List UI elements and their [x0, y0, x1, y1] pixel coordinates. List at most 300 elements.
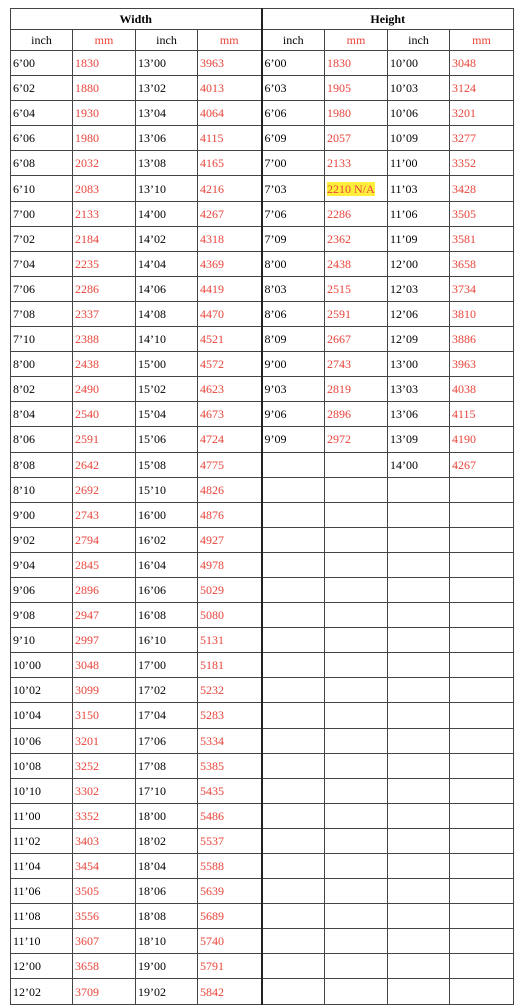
width-col2-mm-cell — [198, 477, 262, 502]
height-col2-inch-cell — [388, 854, 450, 879]
height-col1-inch-cell — [262, 527, 325, 552]
width-col2-mm-cell — [198, 728, 262, 753]
height-col1-mm-cell — [325, 251, 388, 276]
height-col2-mm-cell — [450, 402, 514, 427]
height-col2-inch-cell — [388, 929, 450, 954]
width-col1-mm-value: 2540 — [75, 407, 99, 422]
height-col1-inch-cell: 7’09 — [262, 226, 325, 251]
width-col1-mm-value: 3607 — [75, 934, 99, 949]
height-col2-mm-cell — [450, 803, 514, 828]
width-col1-inch-cell: 7’02 — [11, 226, 73, 251]
width-col1-inch-cell: 7’08 — [11, 301, 73, 326]
height-col1-mm-cell — [325, 929, 388, 954]
height-col2-mm-value: 3428 — [452, 181, 476, 196]
width-col2-mm-cell — [198, 51, 262, 76]
table-row — [11, 126, 514, 151]
height-col2-mm-value: 3963 — [452, 357, 476, 372]
width-col2-inch-cell: 17’10 — [136, 778, 198, 803]
height-col2-mm-value: 3581 — [452, 231, 476, 246]
width-col1-inch-cell: 7’04 — [11, 251, 73, 276]
height-col2-mm-cell — [450, 828, 514, 853]
height-col2-inch-cell — [388, 603, 450, 628]
width-col1-mm-value: 3454 — [75, 859, 99, 874]
width-col1-mm-cell — [73, 201, 136, 226]
height-col2-inch-cell: 13’06 — [388, 402, 450, 427]
width-col1-mm-value: 2083 — [75, 181, 99, 196]
width-col2-mm-cell — [198, 628, 262, 653]
height-col2-mm-value: 4267 — [452, 457, 476, 472]
width-col1-mm-value: 3099 — [75, 683, 99, 698]
width-col1-inch-cell: 10’04 — [11, 703, 73, 728]
height-col1-mm-cell — [325, 427, 388, 452]
height-col2-inch-cell: 10’00 — [388, 51, 450, 76]
width-col1-inch-cell: 11’10 — [11, 929, 73, 954]
width-col2-inch-cell: 18’06 — [136, 879, 198, 904]
height-col1-inch-cell — [262, 803, 325, 828]
width-col1-inch-cell: 8’10 — [11, 477, 73, 502]
width-col1-mm-value: 3658 — [75, 959, 99, 974]
height-col2-mm-cell — [450, 929, 514, 954]
width-col2-mm-value: 4826 — [200, 482, 224, 497]
width-col1-mm-cell — [73, 653, 136, 678]
width-col2-mm-cell — [198, 402, 262, 427]
height-col2-mm-value: 3201 — [452, 106, 476, 121]
width-col2-mm-value: 5791 — [200, 959, 224, 974]
width-col1-inch-cell: 9’02 — [11, 527, 73, 552]
width-col1-inch-cell: 8’06 — [11, 427, 73, 452]
width-col1-mm-value: 3403 — [75, 833, 99, 848]
height-col2-mm-value: 4038 — [452, 382, 476, 397]
height-col2-mm-cell — [450, 527, 514, 552]
height-col1-mm-cell — [325, 703, 388, 728]
width-col1-inch-cell: 11’08 — [11, 904, 73, 929]
width-col2-mm-value: 5232 — [200, 683, 224, 698]
width-col1-mm-value: 3201 — [75, 733, 99, 748]
width-mm-header-1: mm — [73, 30, 136, 51]
height-col2-mm-cell — [450, 904, 514, 929]
width-col1-inch-cell: 8’02 — [11, 377, 73, 402]
width-col2-mm-value: 4165 — [200, 156, 224, 171]
table-row — [11, 452, 514, 477]
width-col1-mm-value: 2184 — [75, 231, 99, 246]
width-col1-mm-value: 2490 — [75, 382, 99, 397]
width-col2-mm-cell — [198, 678, 262, 703]
height-col1-mm-value: 2896 — [327, 407, 351, 422]
width-inch-header-1: inch — [11, 30, 73, 51]
height-col1-inch-cell — [262, 828, 325, 853]
width-col1-mm-cell — [73, 979, 136, 1004]
width-col2-mm-cell — [198, 452, 262, 477]
height-col2-inch-cell: 12’00 — [388, 251, 450, 276]
height-col1-mm-cell — [325, 552, 388, 577]
height-col1-mm-cell — [325, 327, 388, 352]
height-col1-inch-cell — [262, 954, 325, 979]
height-col1-mm-cell — [325, 276, 388, 301]
width-col2-inch-cell: 14’08 — [136, 301, 198, 326]
width-col2-mm-cell — [198, 954, 262, 979]
width-col2-inch-cell: 16’08 — [136, 603, 198, 628]
height-col2-inch-cell: 11’00 — [388, 151, 450, 176]
width-col1-inch-cell: 6’04 — [11, 101, 73, 126]
height-col2-inch-cell — [388, 753, 450, 778]
height-col1-mm-cell — [325, 377, 388, 402]
width-col2-mm-cell — [198, 803, 262, 828]
height-col2-mm-value: 3352 — [452, 156, 476, 171]
height-col2-inch-cell — [388, 954, 450, 979]
width-col2-inch-cell: 13’02 — [136, 76, 198, 101]
height-col1-mm-cell — [325, 678, 388, 703]
width-col2-mm-value: 4623 — [200, 382, 224, 397]
width-col2-inch-cell: 16’00 — [136, 502, 198, 527]
height-col1-mm-cell — [325, 653, 388, 678]
height-col2-mm-cell — [450, 176, 514, 201]
width-col1-mm-value: 2896 — [75, 583, 99, 598]
height-col2-inch-cell: 12’06 — [388, 301, 450, 326]
table-row — [11, 402, 514, 427]
width-col2-mm-cell — [198, 251, 262, 276]
height-col1-mm-cell — [325, 201, 388, 226]
width-col2-mm-value: 4572 — [200, 357, 224, 372]
width-col1-mm-cell — [73, 452, 136, 477]
height-col1-mm-value: 2972 — [327, 432, 351, 447]
width-col1-mm-value: 2438 — [75, 357, 99, 372]
width-col2-mm-cell — [198, 929, 262, 954]
width-col2-mm-value: 4876 — [200, 507, 224, 522]
width-col2-inch-cell: 13’10 — [136, 176, 198, 201]
height-col1-inch-cell — [262, 753, 325, 778]
height-col2-mm-cell — [450, 502, 514, 527]
width-col1-mm-cell — [73, 51, 136, 76]
width-col2-inch-cell: 17’08 — [136, 753, 198, 778]
height-col1-inch-cell: 6’09 — [262, 126, 325, 151]
height-col2-inch-cell — [388, 703, 450, 728]
height-col1-mm-cell — [325, 402, 388, 427]
height-col2-inch-cell — [388, 653, 450, 678]
width-col2-mm-cell — [198, 828, 262, 853]
width-col2-inch-cell: 15’02 — [136, 377, 198, 402]
height-col1-inch-cell — [262, 854, 325, 879]
height-col2-inch-cell: 11’09 — [388, 226, 450, 251]
conversion-table — [10, 8, 514, 1005]
width-col1-mm-value: 1930 — [75, 106, 99, 121]
width-col2-mm-value: 4267 — [200, 206, 224, 221]
height-col1-inch-cell — [262, 603, 325, 628]
height-col1-mm-value: 2591 — [327, 306, 351, 321]
height-col1-mm-cell — [325, 527, 388, 552]
height-col2-mm-cell — [450, 552, 514, 577]
height-col1-mm-cell — [325, 301, 388, 326]
height-col1-mm-cell — [325, 101, 388, 126]
height-col1-mm-cell — [325, 151, 388, 176]
table-row — [11, 327, 514, 352]
table-row — [11, 803, 514, 828]
height-col1-mm-cell — [325, 979, 388, 1004]
height-col2-inch-cell — [388, 527, 450, 552]
height-col1-mm-value: 2819 — [327, 382, 351, 397]
height-col1-mm-value: 2515 — [327, 281, 351, 296]
height-col2-mm-value: 3810 — [452, 306, 476, 321]
height-col2-mm-value: 4115 — [452, 407, 476, 422]
width-col1-mm-cell — [73, 954, 136, 979]
width-col1-mm-cell — [73, 678, 136, 703]
height-col1-inch-cell: 6’00 — [262, 51, 325, 76]
height-col1-inch-cell — [262, 577, 325, 602]
table-row — [11, 603, 514, 628]
height-col2-mm-cell — [450, 377, 514, 402]
table-body — [11, 51, 514, 1005]
height-col1-mm-value: 1980 — [327, 106, 351, 121]
height-col1-mm-cell — [325, 803, 388, 828]
width-col1-inch-cell: 11’02 — [11, 828, 73, 853]
height-col1-mm-value: 1905 — [327, 81, 351, 96]
width-inch-header-2: inch — [136, 30, 198, 51]
height-inch-header-2: inch — [388, 30, 450, 51]
height-col2-mm-cell — [450, 452, 514, 477]
width-col1-mm-cell — [73, 603, 136, 628]
width-col1-mm-cell — [73, 276, 136, 301]
height-group-header: Height — [262, 9, 514, 30]
table-row — [11, 678, 514, 703]
width-col1-mm-cell — [73, 879, 136, 904]
width-col2-inch-cell: 14’10 — [136, 327, 198, 352]
width-col2-inch-cell: 13’08 — [136, 151, 198, 176]
table-row — [11, 176, 514, 201]
height-col2-inch-cell: 12’03 — [388, 276, 450, 301]
height-col1-mm-cell — [325, 176, 388, 201]
height-mm-header-2: mm — [450, 30, 514, 51]
width-col2-inch-cell: 19’00 — [136, 954, 198, 979]
width-col2-mm-value: 5385 — [200, 758, 224, 773]
width-col2-mm-cell — [198, 276, 262, 301]
width-col2-mm-cell — [198, 301, 262, 326]
height-col1-mm-value: 2057 — [327, 131, 351, 146]
height-col2-inch-cell — [388, 477, 450, 502]
height-col1-mm-cell — [325, 628, 388, 653]
width-col2-inch-cell: 17’04 — [136, 703, 198, 728]
width-col1-mm-cell — [73, 527, 136, 552]
width-col2-mm-value: 4419 — [200, 281, 224, 296]
height-col1-mm-cell — [325, 828, 388, 853]
height-col1-mm-cell — [325, 879, 388, 904]
width-mm-header-2: mm — [198, 30, 262, 51]
width-col2-mm-cell — [198, 377, 262, 402]
height-col2-mm-cell — [450, 226, 514, 251]
width-col2-mm-cell — [198, 126, 262, 151]
width-col1-inch-cell: 7’06 — [11, 276, 73, 301]
width-col1-inch-cell: 10’02 — [11, 678, 73, 703]
table-row — [11, 577, 514, 602]
width-col1-inch-cell: 12’00 — [11, 954, 73, 979]
width-col2-mm-cell — [198, 879, 262, 904]
width-col2-mm-value: 5537 — [200, 833, 224, 848]
width-col1-mm-cell — [73, 854, 136, 879]
height-col2-mm-cell — [450, 979, 514, 1004]
width-col1-mm-cell — [73, 76, 136, 101]
width-col1-mm-value: 3556 — [75, 909, 99, 924]
height-col1-inch-cell: 8’00 — [262, 251, 325, 276]
width-col2-mm-cell — [198, 176, 262, 201]
height-col1-inch-cell — [262, 979, 325, 1004]
height-col1-mm-cell — [325, 954, 388, 979]
width-col2-mm-value: 5131 — [200, 633, 224, 648]
height-col2-inch-cell: 13’03 — [388, 377, 450, 402]
width-col1-mm-cell — [73, 251, 136, 276]
height-col2-mm-value: 3124 — [452, 81, 476, 96]
width-col1-inch-cell: 6’06 — [11, 126, 73, 151]
width-col1-mm-cell — [73, 904, 136, 929]
width-col2-inch-cell: 14’00 — [136, 201, 198, 226]
width-col2-mm-cell — [198, 854, 262, 879]
height-col1-inch-cell — [262, 728, 325, 753]
width-col1-inch-cell: 6’10 — [11, 176, 73, 201]
width-col2-mm-value: 4927 — [200, 532, 224, 547]
width-col2-inch-cell: 15’06 — [136, 427, 198, 452]
width-col2-mm-value: 5639 — [200, 884, 224, 899]
height-col1-mm-cell — [325, 904, 388, 929]
table-row — [11, 527, 514, 552]
width-group-header: Width — [11, 9, 262, 30]
width-col2-mm-cell — [198, 527, 262, 552]
width-col1-inch-cell: 10’06 — [11, 728, 73, 753]
width-col1-inch-cell: 8’00 — [11, 352, 73, 377]
height-col1-inch-cell — [262, 653, 325, 678]
height-col1-mm-cell — [325, 603, 388, 628]
height-col2-inch-cell: 11’06 — [388, 201, 450, 226]
height-col2-mm-cell — [450, 477, 514, 502]
table-row — [11, 51, 514, 76]
width-col1-inch-cell: 11’00 — [11, 803, 73, 828]
table-row — [11, 301, 514, 326]
height-col1-mm-cell — [325, 502, 388, 527]
width-col1-mm-cell — [73, 502, 136, 527]
width-col1-mm-cell — [73, 703, 136, 728]
height-col1-inch-cell — [262, 929, 325, 954]
width-col1-inch-cell: 11’06 — [11, 879, 73, 904]
height-col2-mm-cell — [450, 151, 514, 176]
height-col2-mm-cell — [450, 276, 514, 301]
table-row — [11, 76, 514, 101]
height-col1-inch-cell: 9’00 — [262, 352, 325, 377]
width-col1-mm-value: 1880 — [75, 81, 99, 96]
table-row — [11, 276, 514, 301]
width-col2-mm-cell — [198, 552, 262, 577]
width-col1-mm-cell — [73, 628, 136, 653]
width-col2-inch-cell: 15’00 — [136, 352, 198, 377]
width-col1-mm-cell — [73, 327, 136, 352]
table-row — [11, 904, 514, 929]
height-col2-mm-cell — [450, 352, 514, 377]
width-col2-mm-value: 4369 — [200, 256, 224, 271]
width-col2-mm-cell — [198, 703, 262, 728]
width-col2-mm-cell — [198, 327, 262, 352]
height-col1-mm-value: 2362 — [327, 231, 351, 246]
table-row — [11, 552, 514, 577]
width-col2-mm-value: 4724 — [200, 432, 224, 447]
width-col2-mm-value: 4216 — [200, 181, 224, 196]
width-col2-mm-value: 5334 — [200, 733, 224, 748]
width-col2-mm-value: 5842 — [200, 984, 224, 999]
height-col2-mm-cell — [450, 126, 514, 151]
table-row — [11, 377, 514, 402]
width-col1-mm-cell — [73, 427, 136, 452]
height-col2-mm-cell — [450, 301, 514, 326]
height-col2-mm-cell — [450, 603, 514, 628]
height-col2-inch-cell: 10’09 — [388, 126, 450, 151]
table-row — [11, 151, 514, 176]
height-col2-mm-cell — [450, 101, 514, 126]
width-col1-inch-cell: 6’08 — [11, 151, 73, 176]
width-col2-inch-cell: 18’08 — [136, 904, 198, 929]
width-col1-inch-cell: 6’00 — [11, 51, 73, 76]
table-row — [11, 201, 514, 226]
height-col1-mm-value: 2286 — [327, 206, 351, 221]
width-col1-mm-value: 2032 — [75, 156, 99, 171]
table-row — [11, 502, 514, 527]
height-col2-mm-cell — [450, 678, 514, 703]
table-row — [11, 628, 514, 653]
height-col2-inch-cell: 10’03 — [388, 76, 450, 101]
table-row — [11, 979, 514, 1004]
width-col2-inch-cell: 14’02 — [136, 226, 198, 251]
width-col1-inch-cell: 9’04 — [11, 552, 73, 577]
width-col1-mm-cell — [73, 352, 136, 377]
width-col2-mm-value: 4013 — [200, 81, 224, 96]
table-row — [11, 352, 514, 377]
height-col1-inch-cell: 8’06 — [262, 301, 325, 326]
height-col1-inch-cell — [262, 628, 325, 653]
height-col1-mm-cell — [325, 51, 388, 76]
width-col2-inch-cell: 15’04 — [136, 402, 198, 427]
table-row — [11, 854, 514, 879]
width-col2-mm-cell — [198, 603, 262, 628]
height-col1-mm-cell — [325, 76, 388, 101]
height-col1-inch-cell: 7’06 — [262, 201, 325, 226]
height-col2-inch-cell: 12’09 — [388, 327, 450, 352]
width-col1-mm-cell — [73, 828, 136, 853]
table-row — [11, 226, 514, 251]
width-col1-mm-value: 2286 — [75, 281, 99, 296]
width-col1-inch-cell: 11’04 — [11, 854, 73, 879]
height-col2-inch-cell — [388, 828, 450, 853]
width-col1-mm-value: 2337 — [75, 306, 99, 321]
width-col2-inch-cell: 13’00 — [136, 51, 198, 76]
height-col1-inch-cell — [262, 552, 325, 577]
width-col1-mm-value: 1830 — [75, 56, 99, 71]
height-col1-inch-cell — [262, 904, 325, 929]
height-col2-mm-cell — [450, 703, 514, 728]
width-col2-mm-value: 4064 — [200, 106, 224, 121]
height-col2-mm-cell — [450, 753, 514, 778]
width-col1-inch-cell: 8’04 — [11, 402, 73, 427]
height-col1-inch-cell: 9’09 — [262, 427, 325, 452]
height-col1-inch-cell: 7’03 — [262, 176, 325, 201]
height-col2-mm-value: 4190 — [452, 432, 476, 447]
height-col2-mm-cell — [450, 201, 514, 226]
width-col2-mm-value: 5029 — [200, 583, 224, 598]
height-col2-inch-cell — [388, 628, 450, 653]
width-col2-mm-cell — [198, 753, 262, 778]
width-col2-inch-cell: 14’06 — [136, 276, 198, 301]
height-col2-mm-cell — [450, 76, 514, 101]
width-col1-inch-cell: 8’08 — [11, 452, 73, 477]
width-col2-mm-value: 4115 — [200, 131, 224, 146]
table-row — [11, 251, 514, 276]
width-col1-inch-cell: 10’10 — [11, 778, 73, 803]
width-col2-mm-value: 5283 — [200, 708, 224, 723]
table-row — [11, 879, 514, 904]
width-col1-mm-cell — [73, 803, 136, 828]
width-col2-mm-cell — [198, 502, 262, 527]
